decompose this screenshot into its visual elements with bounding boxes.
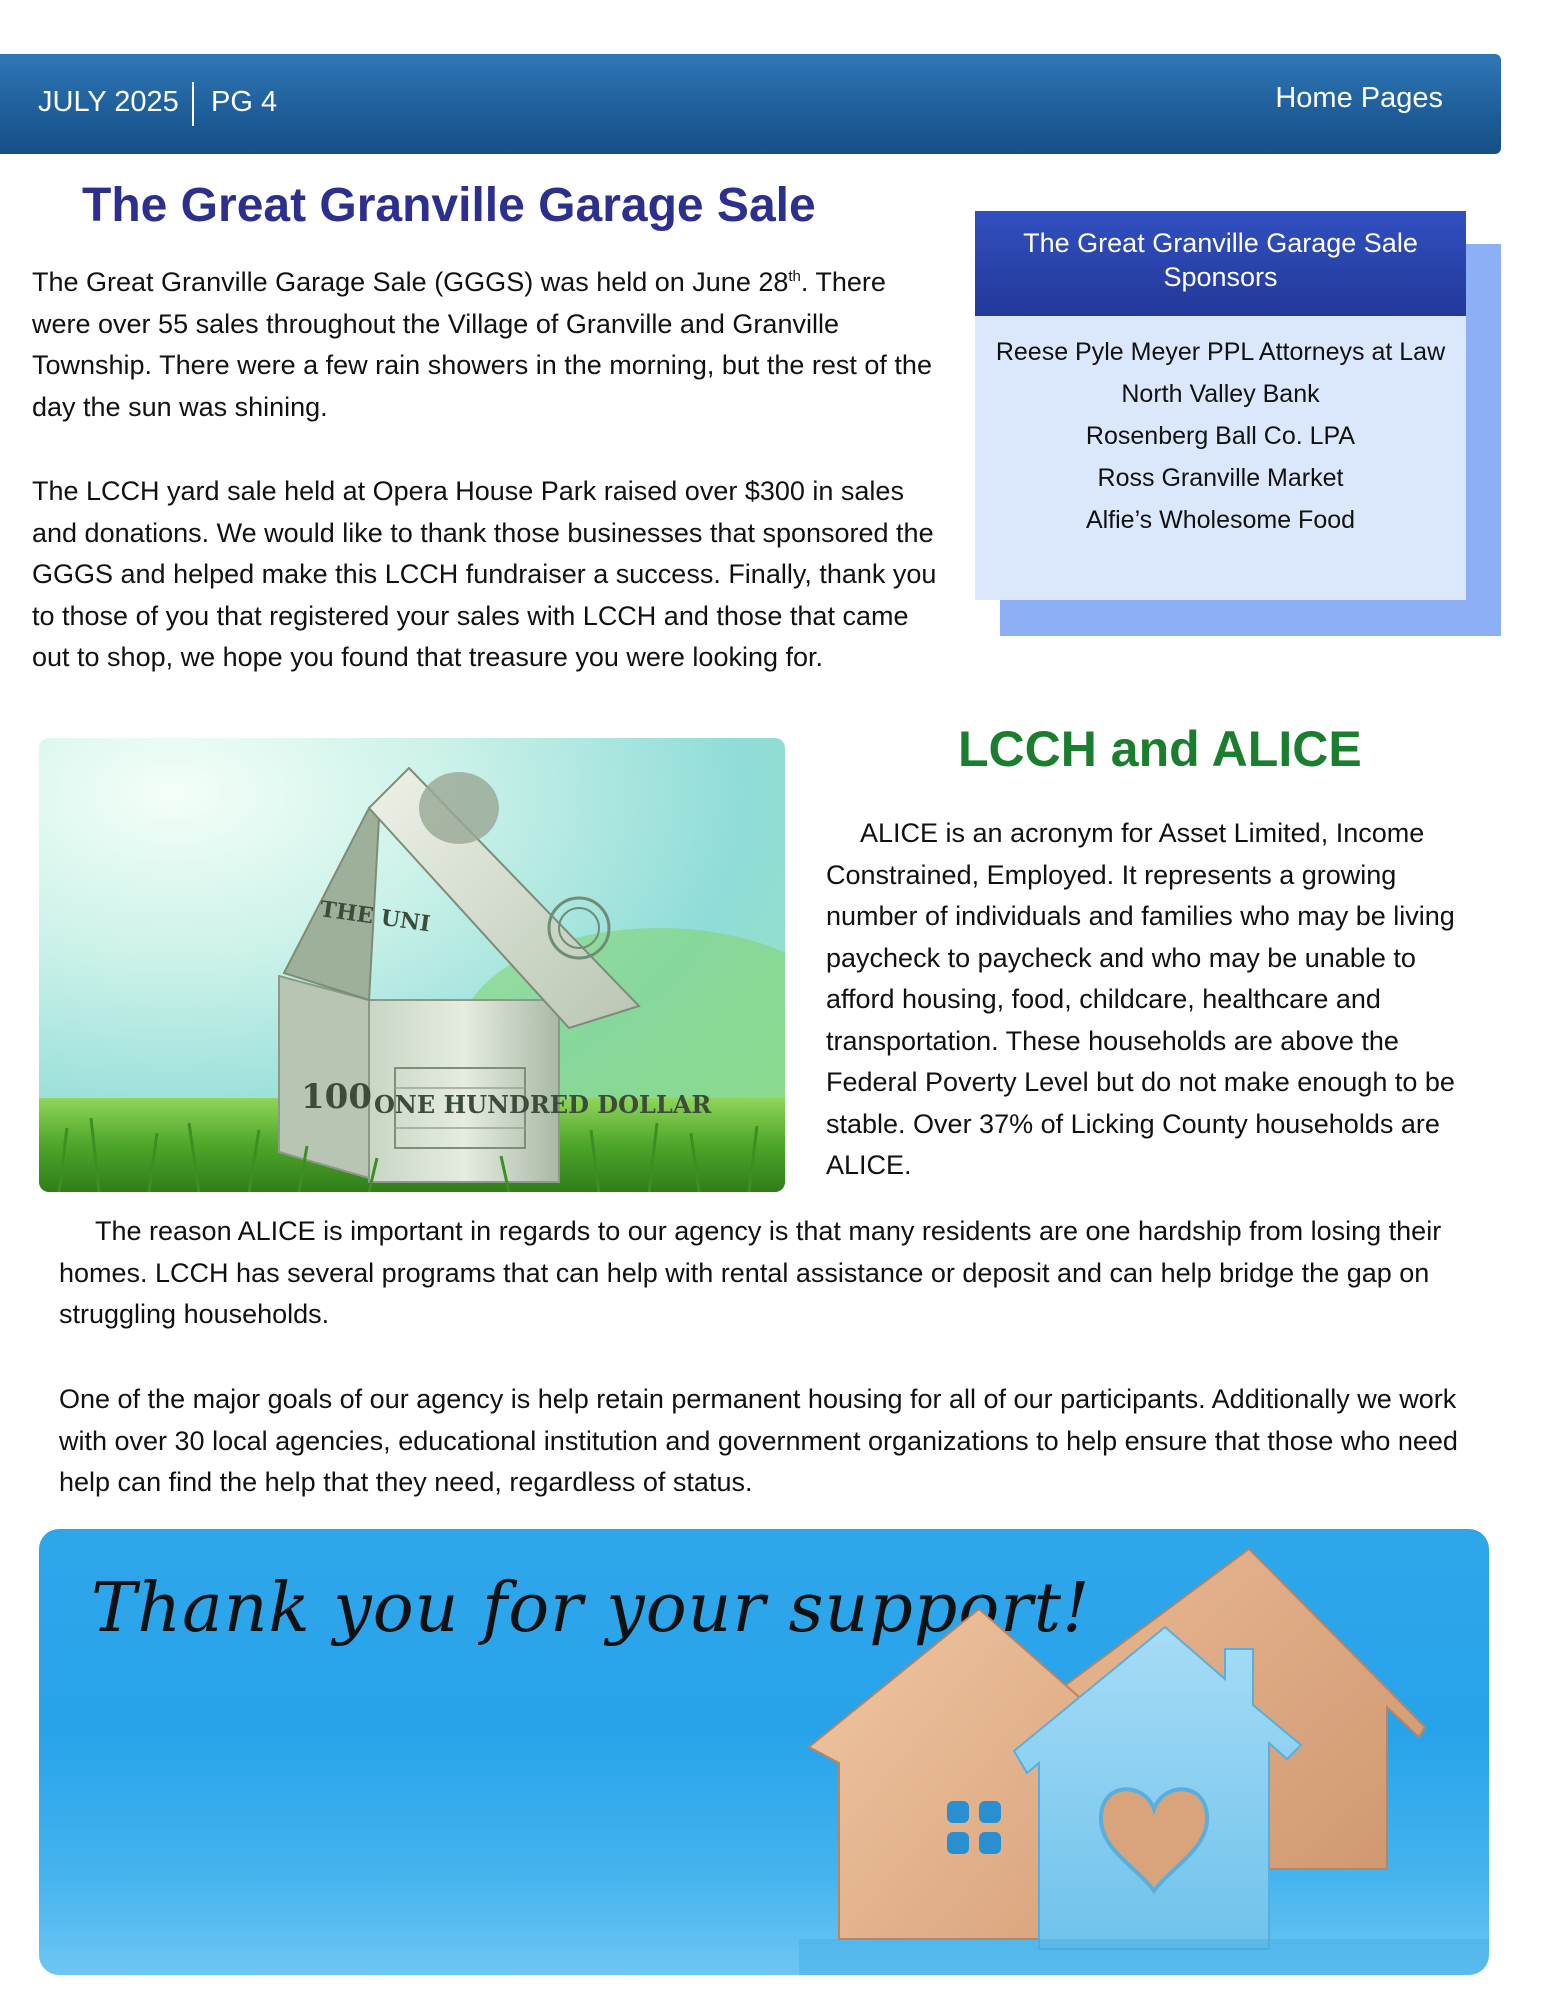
window-pane-icon <box>947 1832 969 1854</box>
alice-title: LCCH and ALICE <box>958 721 1362 777</box>
sponsor-list <box>975 316 1466 541</box>
garage-sale-title: The Great Granville Garage Sale <box>82 179 816 232</box>
header-bar <box>0 54 1501 154</box>
sponsor-item: Reese Pyle Meyer PPL Attorneys at Law <box>995 338 1446 366</box>
header-divider <box>192 82 194 126</box>
window-pane-icon <box>947 1801 969 1823</box>
ordinal-suffix: th <box>788 268 801 285</box>
wooden-houses-illustration <box>39 1529 1489 1975</box>
sponsor-heading: The Great Granville Garage Sale Sponsors <box>975 211 1466 316</box>
alice-paragraph-1: ALICE is an acronym for Asset Limited, Income Constrained, Employed. It represents a growing number of individuals and families who may be living paycheck to paycheck and who may be unable to afford housing, food, childcare, healthcare and transportation. These households are above the Federal Poverty Level but do not make enough to be stable. Over 37% of Licking County households are ALICE. <box>826 818 1455 1180</box>
money-house-photo <box>39 738 785 1192</box>
thank-you-text: Thank you for your support! <box>91 1569 1091 1648</box>
sponsor-item: Alfie’s Wholesome Food <box>1085 506 1356 534</box>
garage-sale-paragraph-1: The Great Granville Garage Sale (GGGS) was held on June 28th. There were over 55 sales throughout the Village of Granville and Granville Township. There were a few rain showers in the morning, but the rest of the day the sun was shining. <box>32 267 932 422</box>
bill-text-top: THE UNI <box>318 896 432 938</box>
sponsor-item: North Valley Bank <box>1121 380 1320 408</box>
alice-paragraph-2: The reason ALICE is important in regards to our agency is that many residents are one hardship from losing their homes. LCCH has several programs that can help with rental assistance or deposit and can help bridge the gap on struggling households. <box>59 1216 1442 1329</box>
thank-you-banner <box>39 1529 1489 1975</box>
page-number: PG 4 <box>211 86 278 118</box>
alice-paragraph-3: One of the major goals of our agency is help retain permanent housing for all of our participants. Additionally we work with over 30 local agencies, educational institution and government organizations to help ensure that those who need help can find the help that they need, regardless of status. <box>59 1384 1458 1497</box>
window-pane-icon <box>979 1801 1001 1823</box>
sponsor-item: Rosenberg Ball Co. LPA <box>1085 422 1356 450</box>
window-pane-icon <box>979 1832 1001 1854</box>
sponsor-box <box>975 211 1466 600</box>
garage-sale-paragraph-2: The LCCH yard sale held at Opera House Park raised over $300 in sales and donations. We would like to thank those businesses that sponsored the GGGS and helped make this LCCH fundraiser a success. Finally, thank you to those of you that registered your sales with LCCH and those that came out to shop, we hope you found that treasure you were looking for. <box>32 476 937 672</box>
sponsor-item: Ross Granville Market <box>1097 464 1344 492</box>
issue-date: JULY 2025 <box>38 86 179 118</box>
money-house-illustration <box>39 738 785 1192</box>
section-title: Home Pages <box>1275 82 1443 114</box>
bill-text-bottom: ONE HUNDRED DOLLAR <box>374 1090 712 1119</box>
bill-denomination: 100 <box>301 1077 372 1117</box>
